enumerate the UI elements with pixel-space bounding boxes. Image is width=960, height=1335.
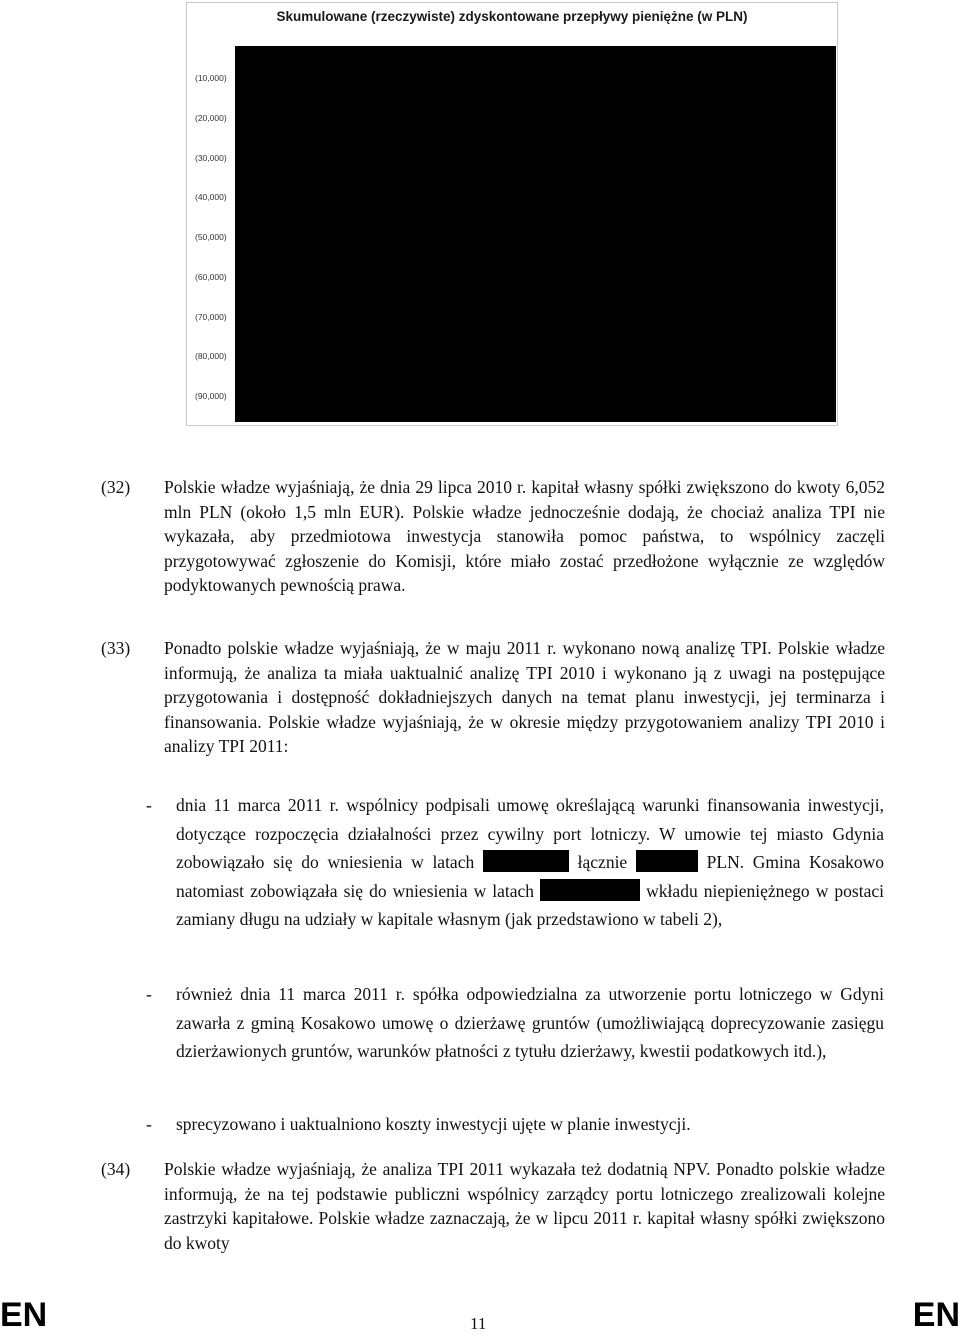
- y-tick-label: (90,000): [195, 391, 227, 401]
- y-tick-label: (60,000): [195, 271, 227, 282]
- bullet-dash: -: [146, 984, 152, 1004]
- bullet-3: sprecyzowano i uaktualniono koszty inwestycji ujęte w planie inwestycji.: [176, 1114, 691, 1134]
- bullet-1-text-b: łącznie: [577, 852, 628, 872]
- redaction-box: [636, 850, 698, 872]
- footer-language-right: EN: [912, 1296, 960, 1334]
- y-tick-label: (40,000): [195, 192, 227, 203]
- paragraph-number: (33): [101, 638, 131, 658]
- redaction-box: [483, 850, 569, 872]
- bullet-1-text-d: wkładu niepieniężnego w postaci zamiany długu na udziały w kapitale własnym (jak przedstawiono w tabeli 2),: [176, 880, 884, 929]
- bullet-dash: -: [146, 795, 152, 815]
- bullet-1-text-a: dnia 11 marca 2011 r. wspólnicy podpisali umowę określającą warunki finansowania inwestycji, dotyczące rozpoczęcia działalności przez cywilny port lotniczy. W umowie tej miasto Gdynia zobowiązało się do wniesienia w latach: [176, 795, 884, 872]
- footer-language-left: EN: [0, 1296, 48, 1334]
- y-tick-label: (30,000): [195, 152, 227, 163]
- bullet-1: [176, 791, 884, 934]
- page-number: 11: [470, 1314, 487, 1333]
- paragraph-32: Polskie władze wyjaśniają, że dnia 29 lipca 2010 r. kapitał własny spółki zwiększono do kwoty 6,052 mln PLN (około 1,5 mln EUR). Polskie władze jednocześnie dodają, że chociaż analiza TPI nie wykazała, aby przedmiotowa inwestycja stanowiła pomoc państwa, to wspólnicy zaczęli przygotowywać zgłoszenie do Komisji, które miało zostać przedłożone wyłącznie ze względów podyktowanych pewnością prawa.: [164, 477, 885, 595]
- y-tick-label: (70,000): [195, 311, 227, 322]
- y-tick-label: (20,000): [195, 112, 227, 123]
- y-tick-label: (10,000): [195, 73, 227, 83]
- y-tick-label: (80,000): [195, 351, 227, 362]
- paragraph-number: (34): [101, 1159, 131, 1179]
- bullet-dash: -: [146, 1114, 152, 1134]
- paragraph-34: Polskie władze wyjaśniają, że analiza TPI 2011 wykazała też dodatnią NPV. Ponadto polskie władze informują, że na tej podstawie publiczni wspólnicy zarządcy portu lotniczego zrealizowali kolejne zastrzyki kapitałowe. Polskie władze zaznaczają, że w lipcu 2011 r. kapitał własny spółki zwiększono do kwoty: [164, 1159, 885, 1253]
- chart-title: Skumulowane (rzeczywiste) zdyskontowane przepływy pieniężne (w PLN): [276, 9, 748, 24]
- bullet-2: również dnia 11 marca 2011 r. spółka odpowiedzialna za utworzenie portu lotniczego w Gdyni zawarła z gminą Kosakowo umowę o dzierżawę gruntów (umożliwiającą doprecyzowanie zasięgu dzierżawionych gruntów, warunków płatności z tytułu dzierżawy, kwestii podatkowych itd.),: [176, 984, 884, 1061]
- y-tick-label: (50,000): [195, 232, 227, 242]
- chart-frame: [186, 2, 838, 426]
- redaction-box: [540, 879, 640, 901]
- redacted-plot-area: [235, 46, 836, 422]
- bullet-1-text-c: PLN. Gmina Kosakowo natomiast zobowiązała się do wniesienia w latach: [176, 852, 884, 901]
- paragraph-33: Ponadto polskie władze wyjaśniają, że w maju 2011 r. wykonano nową analizę TPI. Polskie władze informują, że analiza ta miała uaktualnić analizę TPI 2010 i wykonano ją z uwagi na postępujące przygotowania i dostępność dokładniejszych danych na temat planu inwestycji, jej terminarza i finansowania. Polskie władze wyjaśniają, że w okresie między przygotowaniem analizy TPI 2010 i analizy TPI 2011:: [164, 638, 885, 756]
- paragraph-number: (32): [101, 477, 131, 497]
